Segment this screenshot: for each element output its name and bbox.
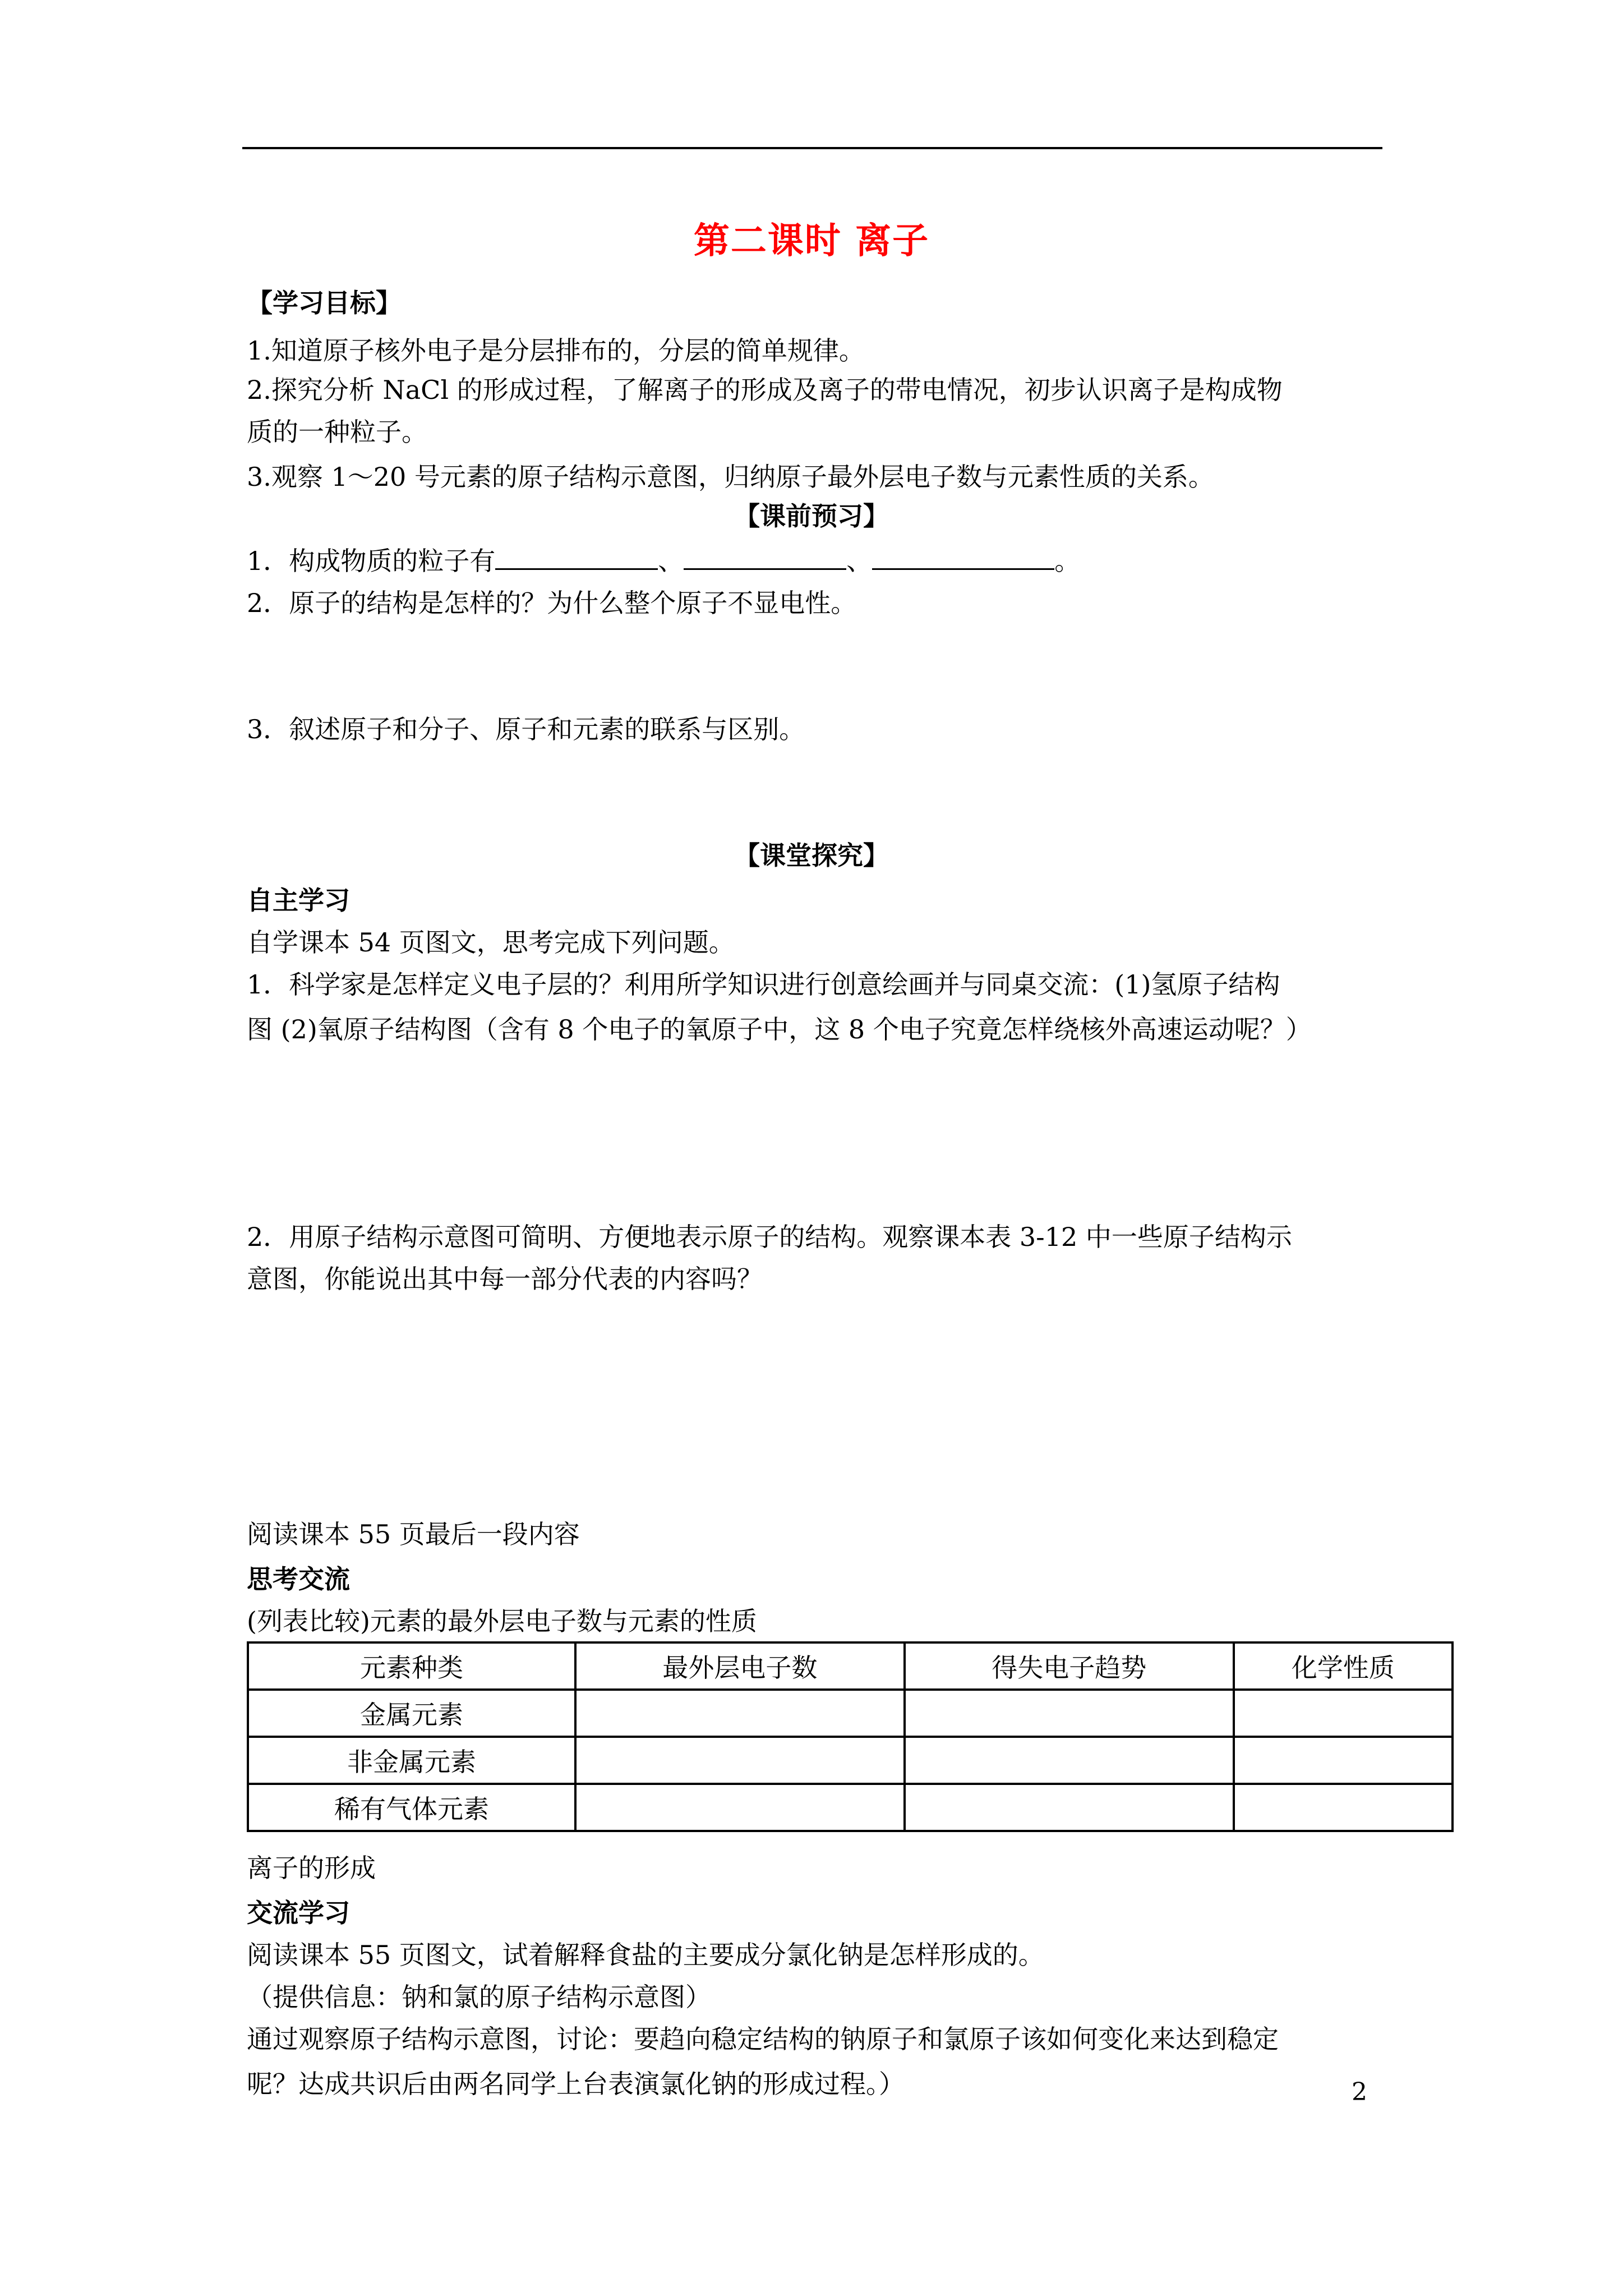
- self-study-intro: 自学课本 54 页图文，思考完成下列问题。: [247, 927, 735, 958]
- ion-info-text: （提供信息：钠和氯的原子结构示意图）: [247, 1982, 711, 2012]
- explore-q2-line: 2．用原子结构示意图可简明、方便地表示原子的结构。观察课本表 3-12 中一些原子结构示: [247, 1222, 1292, 1252]
- table-row: [248, 1690, 1453, 1737]
- table-cell[interactable]: [905, 1784, 1234, 1831]
- ion-read-text: 阅读课本 55 页图文，试着解释食盐的主要成分氯化钠是怎样形成的。: [247, 1940, 1044, 1970]
- page-number: 2: [1352, 2078, 1367, 2106]
- table-cell[interactable]: [905, 1737, 1234, 1784]
- table-cell[interactable]: [575, 1737, 905, 1784]
- objective-item: 质的一种粒子。: [247, 417, 427, 447]
- preview-question-3: 3．叙述原子和分子、原子和元素的联系与区别。: [247, 714, 805, 744]
- header-cell: 化学性质: [1234, 1642, 1453, 1690]
- row-label: 非金属元素: [248, 1737, 575, 1784]
- exchange-heading: 交流学习: [247, 1898, 350, 1928]
- self-study-heading: 自主学习: [247, 885, 350, 915]
- explore-heading: 【课堂探究】: [734, 840, 889, 871]
- answer-blank[interactable]: [872, 541, 1054, 570]
- table-row: [248, 1737, 1453, 1784]
- table-cell[interactable]: [1234, 1690, 1453, 1737]
- preview-question-1: [247, 541, 1080, 581]
- answer-blank[interactable]: [495, 541, 658, 570]
- row-label: 稀有气体元素: [248, 1784, 575, 1831]
- ion-formation-heading: 离子的形成: [247, 1853, 376, 1883]
- table-cell[interactable]: [1234, 1784, 1453, 1831]
- header-cell: 元素种类: [248, 1642, 575, 1690]
- table-cell[interactable]: [905, 1690, 1234, 1737]
- objective-item: 2.探究分析 NaCl 的形成过程，了解离子的形成及离子的带电情况，初步认识离子是构成物: [247, 375, 1283, 405]
- separator: 、: [846, 546, 873, 576]
- table-cell[interactable]: [575, 1784, 905, 1831]
- reading-note: 阅读课本 55 页最后一段内容: [247, 1519, 580, 1549]
- table-cell[interactable]: [1234, 1737, 1453, 1784]
- ion-discuss-line: 呢？达成共识后由两名同学上台表演氯化钠的形成过程。）: [247, 2069, 905, 2099]
- objective-item: 1.知道原子核外电子是分层排布的，分层的简单规律。: [247, 335, 865, 366]
- separator: 、: [658, 546, 684, 576]
- comparison-table: [247, 1641, 1454, 1832]
- preview-question-2: 2．原子的结构是怎样的？为什么整个原子不显电性。: [247, 588, 857, 618]
- table-header-row: [248, 1642, 1453, 1690]
- period: 。: [1054, 546, 1081, 576]
- table-caption: (列表比较)元素的最外层电子数与元素的性质: [247, 1606, 757, 1636]
- header-cell: 最外层电子数: [575, 1642, 905, 1690]
- lesson-title: 第二课时 离子: [693, 220, 930, 262]
- explore-q1-line: 图 (2)氧原子结构图（含有 8 个电子的氧原子中，这 8 个电子究竟怎样绕核外高速运动呢？）: [247, 1014, 1312, 1045]
- table-cell[interactable]: [575, 1690, 905, 1737]
- think-heading: 思考交流: [247, 1564, 350, 1594]
- answer-blank[interactable]: [684, 541, 846, 570]
- header-rule: [242, 147, 1382, 149]
- explore-q1-line: 1．科学家是怎样定义电子层的？利用所学知识进行创意绘画并与同桌交流：(1)氢原子结构: [247, 969, 1280, 1000]
- ion-discuss-line: 通过观察原子结构示意图，讨论：要趋向稳定结构的钠原子和氯原子该如何变化来达到稳定: [247, 2024, 1279, 2054]
- preview-q1-text: 1．构成物质的粒子有: [247, 546, 496, 576]
- objective-item: 3.观察 1～20 号元素的原子结构示意图，归纳原子最外层电子数与元素性质的关系。: [247, 462, 1214, 492]
- objectives-heading: 【学习目标】: [247, 288, 402, 318]
- header-cell: 得失电子趋势: [905, 1642, 1234, 1690]
- row-label: 金属元素: [248, 1690, 575, 1737]
- explore-q2-line: 意图，你能说出其中每一部分代表的内容吗？: [247, 1264, 763, 1294]
- preview-heading: 【课前预习】: [734, 501, 889, 531]
- table-row: [248, 1784, 1453, 1831]
